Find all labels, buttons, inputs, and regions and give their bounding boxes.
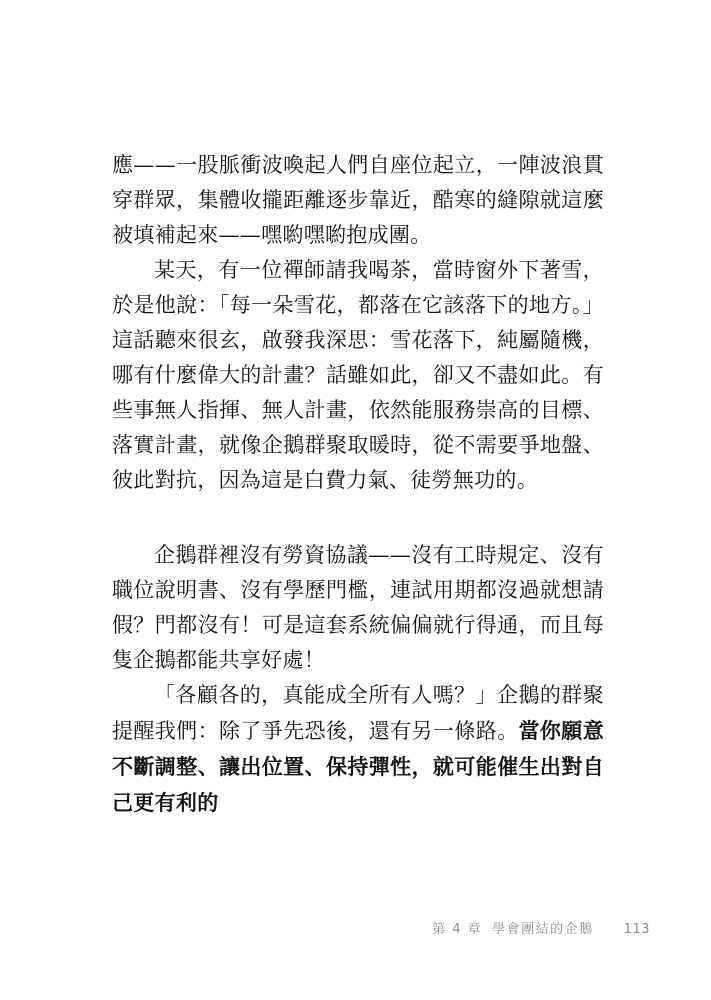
footer-chapter-label: 第 4 章 [432,922,483,937]
paragraph-penguin-lesson-bold-text: 當你願意不斷調整、讓出位置、保持彈性，就可能催生出對自己更有利的 [112,718,605,815]
paragraph-penguin-no-labor-agreement: 企鵝群裡沒有勞資協議——沒有工時規定、沒有職位說明書、沒有學歷門檻，連試用期都沒過就想請假？門都沒有！可是這套系統偏偏就行得通，而且每隻企鵝都能共享好處！ [112,543,604,672]
paragraph-huddle-wave: 應——一股脈衝波喚起人們自座位起立，一陣波浪貫穿群眾，集體收攏距離逐步靠近，酷寒的縫隙就這麼被填補起來——嘿喲嘿喲抱成團。 [112,153,604,247]
paragraph-zen-master-snow: 某天，有一位禪師請我喝茶，當時窗外下著雪，於是他說：「每一朵雪花，都落在它該落下的地方。」這話聽來很玄，啟發我深思：雪花落下，純屬隨機，哪有什麼偉大的計畫？話雖如此，卻又不盡如此。有些事無人指揮、無人計畫，依然能服務崇高的目標、落實計畫，就像企鵝群聚取暖時，從不需要爭地盤、彼此對抗，因為這是白費力氣、徒勞無功的。 [112,258,604,492]
footer-chapter-title: 學會團結的企鵝 [492,922,594,937]
footer-page-number: 113 [623,922,650,937]
paragraph-penguin-lesson [112,678,604,821]
page-body-text [112,148,604,821]
paragraph-penguin-lesson-normal-text: 「各顧各的，真能成全所有人嗎？」企鵝的群聚提醒我們：除了爭先恐後，還有另一條路。 [112,683,604,743]
page-footer [432,922,650,937]
